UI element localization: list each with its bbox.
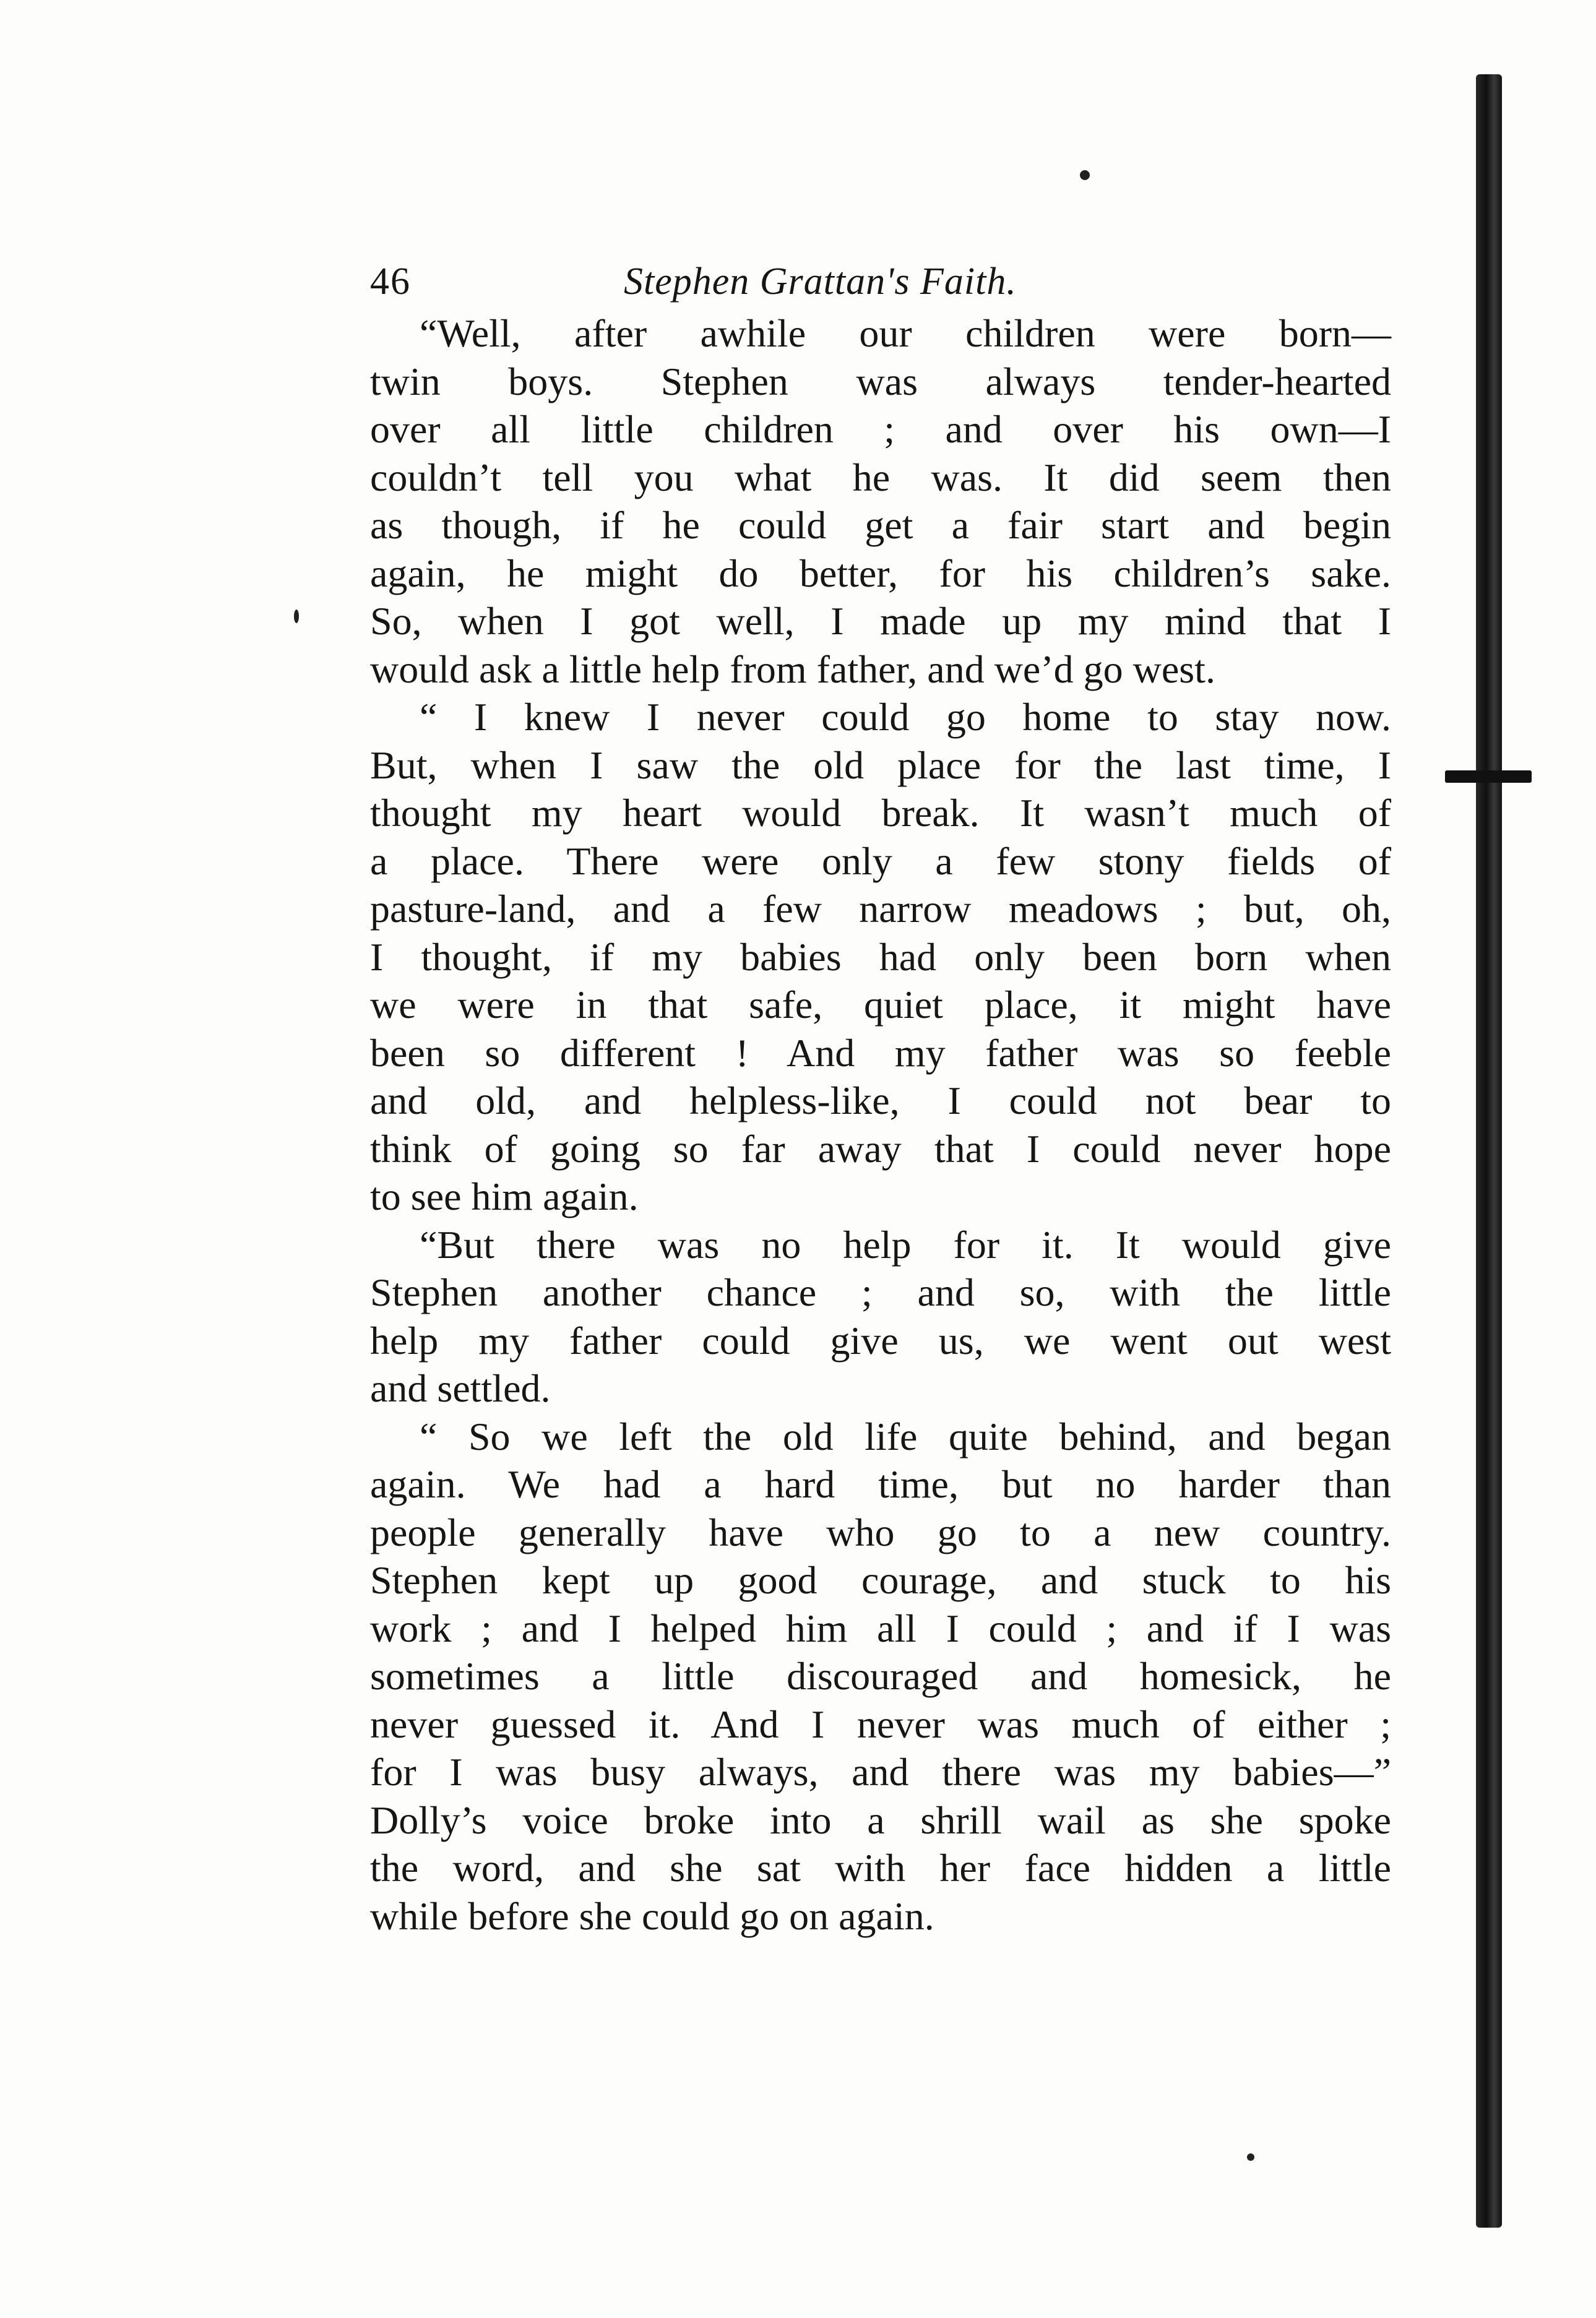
text-line: “But there was no help for it. It would give (420, 1222, 1391, 1267)
text-line: sometimes a little discouraged and homesick, he (370, 1654, 1391, 1698)
text-line: twin boys. Stephen was always tender-hearted (370, 359, 1391, 403)
text-line: thought my heart would break. It wasn’t much of (370, 791, 1391, 835)
text-line: Stephen kept up good courage, and stuck to his (370, 1558, 1391, 1602)
text-line: work ; and I helped him all I could ; and if I was (370, 1606, 1391, 1650)
book-binding-edge (1476, 74, 1502, 2228)
text-line: been so different ! And my father was so feeble (370, 1030, 1391, 1075)
text-line: for I was busy always, and there was my babies—” (370, 1750, 1391, 1794)
text-line: as though, if he could get a fair start and begin (370, 503, 1391, 547)
body-text (370, 309, 1391, 1940)
running-title: Stephen Grattan's Faith. (624, 261, 1017, 303)
page-number: 46 (370, 261, 411, 303)
text-line: would ask a little help from father, and we’d go west. (370, 647, 1215, 691)
text-line: the word, and she sat with her face hidden a little (370, 1846, 1391, 1890)
text-line: a place. There were only a few stony fields of (370, 838, 1391, 883)
text-line: So, when I got well, I made up my mind that I (370, 599, 1391, 643)
scan-speck (1247, 2153, 1254, 2161)
text-line: couldn’t tell you what he was. It did seem then (370, 455, 1391, 499)
scan-speck (1080, 170, 1090, 180)
text-line: never guessed it. And I never was much of either ; (370, 1702, 1391, 1746)
text-line: I thought, if my babies had only been born when (370, 934, 1391, 979)
text-line: “Well, after awhile our children were born— (420, 311, 1391, 355)
text-line: Dolly’s voice broke into a shrill wail as she spoke (370, 1798, 1391, 1842)
text-line: and old, and helpless-like, I could not bear to (370, 1079, 1391, 1122)
text-line: we were in that safe, quiet place, it might have (370, 983, 1391, 1027)
text-line: But, when I saw the old place for the last time, I (370, 743, 1391, 787)
text-line: think of going so far away that I could never hope (370, 1126, 1391, 1171)
text-line: “ So we left the old life quite behind, and began (420, 1414, 1391, 1458)
text-line: Stephen another chance ; and so, with the little (370, 1270, 1391, 1314)
text-line: while before she could go on again. (370, 1894, 934, 1938)
text-line: again. We had a hard time, but no harder than (370, 1462, 1391, 1506)
text-line: and settled. (370, 1366, 551, 1410)
text-line: again, he might do better, for his children’s sake. (370, 551, 1391, 595)
text-line: over all little children ; and over his own—I (370, 407, 1391, 451)
scan-speck (294, 610, 299, 623)
text-line: “ I knew I never could go home to stay now. (420, 695, 1391, 739)
text-line: to see him again. (370, 1174, 639, 1218)
running-head (370, 260, 1125, 316)
text-line: people generally have who go to a new country. (370, 1510, 1391, 1554)
text-line: pasture-land, and a few narrow meadows ; but, oh, (370, 887, 1391, 931)
binding-mark (1445, 770, 1532, 783)
text-line: help my father could give us, we went out west (370, 1318, 1391, 1363)
